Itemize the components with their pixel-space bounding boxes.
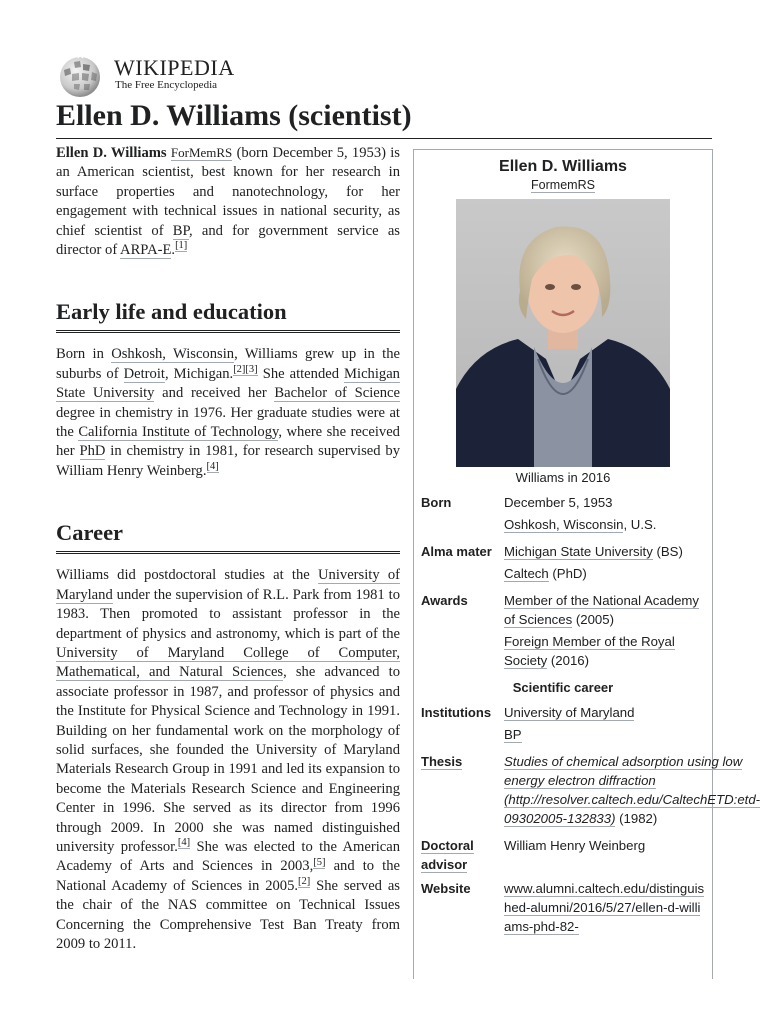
detroit-link[interactable]: Detroit [123, 365, 165, 382]
thesis-value [504, 752, 760, 831]
alma-mater-value [504, 542, 706, 586]
infobox-row-institutions [414, 703, 712, 747]
oshkosh-link[interactable]: Oshkosh, Wisconsin [111, 346, 235, 363]
born-place-link[interactable]: Oshkosh, Wisconsin [504, 517, 624, 532]
infobox-row-alma-mater [414, 542, 712, 586]
alma-2 [504, 564, 706, 583]
portrait-caption: Williams in 2016 [515, 470, 611, 485]
ref-5-link[interactable]: [5] [313, 856, 326, 868]
website-entry [504, 879, 706, 936]
bachelor-of-science-link[interactable]: Bachelor of Science [274, 385, 400, 402]
early-life-paragraph [56, 345, 400, 481]
born-country: , U.S. [623, 517, 657, 532]
infobox-postnominal [414, 176, 712, 195]
site-header [56, 54, 356, 98]
born-value [504, 493, 706, 537]
thesis-year: (1982) [615, 811, 658, 826]
formemrs-link[interactable]: ForMemRS [170, 145, 233, 160]
portrait-photo[interactable] [456, 199, 670, 467]
page-title: Ellen D. Williams (scientist) [56, 97, 712, 139]
infobox-row-awards [414, 591, 712, 673]
alma-caltech-link[interactable]: Caltech [504, 566, 549, 581]
intro-text-1: (born December 5, 1953) is an American scientist, best known for her research in surface properties and nanotechnology, for her engagement with technical issues in national security, as chief scientist of [56, 145, 400, 239]
early-text-5: and received her [154, 385, 275, 402]
intro-text-3: . [171, 242, 176, 259]
advisor-label-link[interactable]: Doctoral advisor [421, 838, 474, 872]
subject-name: Ellen D. Williams [56, 145, 167, 161]
career-text-5: and to the National Academy of Sciences in 2005. [56, 858, 400, 894]
early-text-2: , Williams grew up in the suburbs of [56, 346, 400, 382]
ref-1-link[interactable]: [1] [175, 240, 188, 252]
section-heading-career: Career [56, 519, 400, 554]
award-nas-link[interactable]: Member of the National Academy of Sciences [504, 593, 699, 627]
arpa-e-link[interactable]: ARPA-E [120, 242, 172, 259]
awards-label: Awards [421, 593, 468, 608]
infobox-rows [414, 493, 761, 939]
institutions-value [504, 703, 706, 747]
inst-umd-link[interactable]: University of Maryland [504, 705, 635, 720]
early-text-8: in chemistry in 1981, for research supervised by William Henry Weinberg. [56, 443, 400, 479]
ref-4b-link[interactable]: [4] [177, 837, 191, 849]
early-text-7: , where she received her [56, 424, 400, 460]
inst-2 [504, 725, 706, 744]
early-text-6: degree in chemistry in 1976. Her graduate studies were at the [56, 404, 400, 441]
alma-msu-link[interactable]: Michigan State University [504, 544, 653, 559]
advisor-label-wrap [421, 836, 504, 874]
wikipedia-tagline: The Free Encyclopedia [115, 79, 218, 91]
early-text-3: , Michigan. [164, 365, 234, 382]
infobox-row-thesis [414, 752, 761, 831]
career-paragraph [56, 566, 400, 954]
wikipedia-wordmark[interactable]: WIKIPEDIA [114, 55, 235, 80]
article-body [56, 143, 400, 954]
msu-link[interactable]: Michigan State University [56, 365, 400, 402]
inst-1 [504, 703, 706, 722]
bp-link[interactable]: BP [172, 222, 190, 239]
umd-cmns-link[interactable]: University of Maryland College of Computer, Mathematical, and Natural Sciences [56, 644, 400, 681]
intro-paragraph [56, 143, 400, 260]
born-label: Born [421, 495, 452, 510]
career-text-1: Williams did postdoctoral studies at the [56, 567, 318, 584]
institutions-label: Institutions [421, 705, 492, 720]
advisor-value: William Henry Weinberg [504, 838, 646, 853]
thesis-label-wrap [421, 752, 504, 831]
infobox-name: Ellen D. Williams [499, 158, 627, 175]
award-royal-society-link[interactable]: Foreign Member of the Royal Society [504, 634, 675, 668]
born-place [504, 515, 706, 534]
born-date: December 5, 1953 [504, 495, 613, 510]
website-label: Website [421, 881, 471, 896]
career-text-3: , she advanced to associate professor in 1987, and professor of physics and the Institute for Physical Science and Technology in 1991. Building on her fundamental work on the morphology of solid surfaces, she founded the University of Maryland Materials Research Group in 1991 and led its expansion to become the Materials Research Science and Engineering Center in 1996. She served as its director from 1996 through 2009. In 2000 she was named distinguished university professor. [56, 664, 400, 855]
awards-value [504, 591, 706, 673]
alma-1-degree: (BS) [652, 544, 683, 559]
scientific-career-header: Scientific career [512, 680, 614, 695]
ref-2-link[interactable]: [2] [298, 875, 311, 887]
thesis-title-link[interactable]: Studies of chemical adsorption using low energy electron diffraction (http://resolver.caltech.edu/CaltechETD:etd-09302005-132833) [504, 754, 761, 826]
alma-1 [504, 542, 706, 561]
infobox-row-website [414, 879, 712, 939]
early-text-4: She attended [257, 365, 345, 382]
ref-2-3-link[interactable]: [2][3] [233, 363, 258, 375]
award-2-year: (2016) [547, 653, 590, 668]
infobox-row-doctoral-advisor [414, 836, 712, 874]
alma-mater-label: Alma mater [421, 544, 492, 559]
award-2 [504, 632, 706, 670]
umd-link[interactable]: University of Maryland [56, 567, 400, 603]
alma-2-degree: (PhD) [548, 566, 587, 581]
thesis-label-link[interactable]: Thesis [421, 754, 463, 769]
infobox [413, 149, 761, 979]
thesis-entry [504, 752, 760, 828]
caltech-link[interactable]: California Institute of Technology [78, 424, 279, 441]
wikipedia-globe-logo[interactable] [56, 54, 104, 98]
early-text-1: Born in [56, 346, 112, 363]
infobox-formemrs-link[interactable]: FormemRS [531, 178, 595, 192]
award-1 [504, 591, 706, 629]
phd-link[interactable]: PhD [79, 443, 106, 460]
infobox-row-born [414, 493, 712, 537]
section-heading-early-life: Early life and education [56, 298, 400, 333]
career-text-2: under the supervision of R.L. Park from 1981 to 1983. Then promoted to assistant professor in the department of physics and astronomy, which is part of the [56, 586, 400, 642]
ref-4-link[interactable]: [4] [206, 461, 219, 473]
career-text-6: She served as the chair of the NAS committee on Technical Issues Concerning the Comprehensive Test Ban Treaty from 2009 to 2011. [56, 877, 400, 952]
award-1-year: (2005) [572, 612, 614, 627]
website-value [504, 879, 706, 939]
website-link[interactable]: www.alumni.caltech.edu/distinguished-alumni/2016/5/27/ellen-d-williams-phd-82- [504, 881, 705, 934]
career-text-4: She was elected to the American Academy of Arts and Sciences in 2003, [56, 838, 401, 875]
inst-bp-link[interactable]: BP [504, 727, 522, 742]
intro-text-2: , and for government service as director of [56, 222, 400, 259]
